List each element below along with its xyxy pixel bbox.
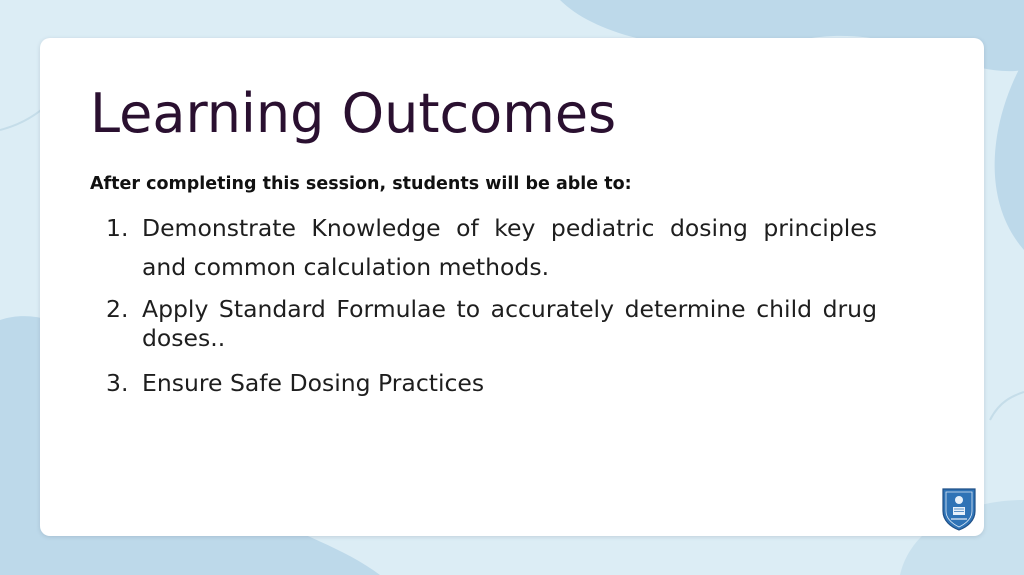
slide-card [40, 38, 984, 536]
slide-subtitle: After completing this session, students will be able to: [90, 174, 632, 194]
outcome-text: Demonstrate Knowledge of key pediatric dosing principles and common calculation methods. [142, 214, 877, 281]
university-crest-icon [941, 487, 977, 531]
outcome-item [106, 209, 877, 287]
outcome-item [106, 368, 877, 398]
outcome-text: Apply Standard Formulae to accurately determine child drug doses.. [142, 295, 877, 352]
background-curve-right [990, 392, 1024, 420]
outcome-number: 2. [106, 295, 129, 323]
outcome-item [106, 295, 877, 353]
slide-title: Learning Outcomes [90, 82, 617, 145]
outcome-number: 1. [106, 214, 129, 242]
background-blob-right [995, 60, 1024, 250]
outcome-text: Ensure Safe Dosing Practices [142, 369, 485, 397]
outcomes-list [106, 209, 877, 398]
outcome-number: 3. [106, 369, 129, 397]
